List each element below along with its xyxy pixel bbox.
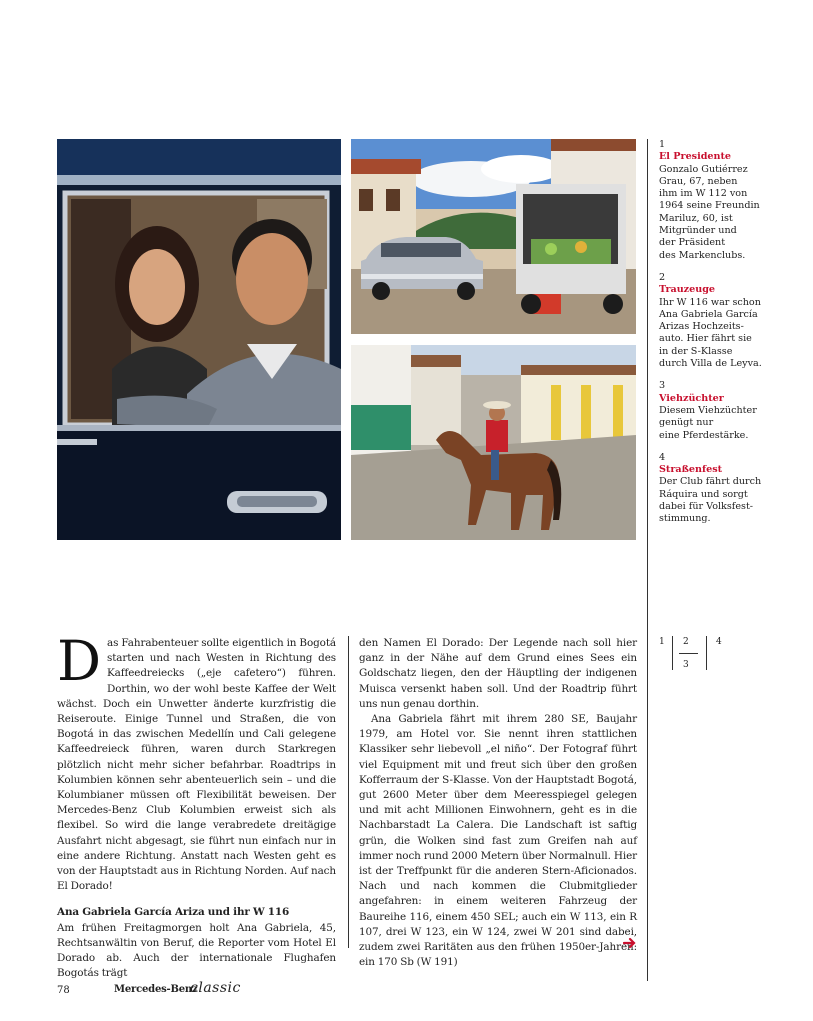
magazine-brand: Mercedes-Benz — [114, 984, 198, 995]
article-column-left — [57, 629, 336, 981]
caption-title: Viehzüchter — [659, 392, 724, 404]
photo-rancher-horse — [351, 345, 636, 540]
caption-title: El Presidente — [659, 151, 732, 163]
sidebar-rule — [647, 139, 648, 981]
article-paragraph: Ana Gabriela fährt mit ihrem 280 SE, Baujahr 1979, am Hotel vor. Sie nennt ihren stattlichen Klassiker sehr liebevoll „el niño“. Der Fotograf führt viel Equipment mit und freut sich über den großen Kofferraum der S-Klasse. Von der Hauptstadt Bogotá, gut 2600 Meter über dem Meeresspiegel gelegen und mit acht Millionen Einwohnern, geht es in die Nachbarstadt La Calera. Die Landschaft ist saftig grün, die Wolken sind fast zum Greifen nah auf immer noch rund 2000 Metern über Normalnull. Hier ist der Treffpunkt für die anderen Stern-Aficionados. Nach und nach kommen die Clubmitglieder angefahren: in einem weiteren Fahrzeug der Baureihe 116, einem 450 SEL; auch ein W 113, ein R 107, drei W 123, ein W 124, zwei W 201 sind dabei, zudem zwei Raritäten aus den frühen 1950er-Jahren: ein 170 Sb (W 191) — [359, 713, 637, 969]
caption-text: Gonzalo Gutiérrez Grau, 67, neben ihm im W 112 von 1964 seine Freundin Mariluz, 60, ist Mitgründer und der Präsident des Markenclubs. — [659, 163, 760, 261]
caption-title: Trauzeuge — [659, 284, 716, 296]
article-column-right — [359, 636, 637, 970]
legend-divider — [672, 636, 673, 670]
drop-cap: D — [57, 629, 101, 693]
paragraph-text: as Fahrabenteuer sollte eigentlich in Bogotá starten und nach Westen in Richtung des Kaffeedreiecks („eje cafetero“) führen. Dorthin, wo der wohl beste Kaffee der Welt wächst. Doch ein Unwetter änderte kurzfristig die Reiseroute. Einige Tunnel und Straßen, die von Bogotá in das zwischen Medellín und Cali gelegene Kaffeedreieck führen, waren durch Starkregen plötzlich nicht mehr sicher befahrbar. Roadtrips in Kolumbien können sehr abenteuerlich sein – und die Kolumbianer müssen oft Flexibilität beweisen. Der Mercedes-Benz Club Kolumbien erweist sich als flexibel. So wird die lange verabredete dreitägige Ausfahrt nicht abgesagt, sie führt nun einfach nur in eine andere Richtung. Anstatt nach Westen geht es von der Hauptstadt aus in Richtung Norden. Auf nach El Dorado! — [57, 637, 336, 893]
legend-number-1: 1 — [659, 637, 665, 647]
continue-arrow-icon — [623, 937, 637, 949]
caption-2 — [659, 272, 809, 370]
caption-1 — [659, 139, 809, 262]
caption-number: 2 — [659, 271, 666, 283]
legend-number-2: 2 — [683, 637, 689, 647]
article-subhead: Ana Gabriela García Ariza und ihr W 116 — [57, 906, 290, 919]
caption-text: Diesem Viehzüchter genügt nur eine Pferdestärke. — [659, 404, 757, 441]
legend-number-3: 3 — [683, 660, 689, 670]
caption-number: 3 — [659, 380, 666, 392]
article-paragraph: den Namen El Dorado: Der Legende nach soll hier ganz in der Nähe auf dem Grund eines Sees ein Goldschatz liegen, den der Häuptling der indigenen Muisca versenkt haben soll. Und der Roadtrip führt uns nun genau dorthin. — [359, 637, 637, 710]
page-number: 78 — [57, 985, 70, 996]
caption-title: Straßenfest — [659, 464, 723, 476]
column-rule — [348, 636, 349, 948]
caption-text: Ihr W 116 war schon Ana Gabriela García Arizas Hochzeits- auto. Hier fährt sie in der S-Klasse durch Villa de Leyva. — [659, 296, 762, 370]
caption-number: 1 — [659, 139, 666, 150]
article-paragraph: Am frühen Freitagmorgen holt Ana Gabriela, 45, Rechtsanwältin von Beruf, die Reporter vom Hotel El Dorado ab. Auch der internationale Flughafen Bogotás trägt — [57, 921, 336, 980]
legend-divider — [706, 636, 707, 670]
captions — [659, 139, 809, 536]
caption-4 — [659, 452, 809, 526]
legend-divider — [679, 653, 698, 654]
caption-number: 4 — [659, 451, 666, 463]
photo-couple-in-car — [57, 139, 341, 540]
magazine-brand-script: classic — [190, 980, 241, 996]
caption-text: Der Club fährt durch Ráquira und sorgt dabei für Volksfest- stimmung. — [659, 476, 762, 525]
legend-number-4: 4 — [716, 637, 722, 647]
photo-street-mercedes — [351, 139, 636, 334]
caption-3 — [659, 380, 809, 441]
article-paragraph — [57, 629, 336, 894]
photo-layout-legend — [659, 636, 739, 672]
